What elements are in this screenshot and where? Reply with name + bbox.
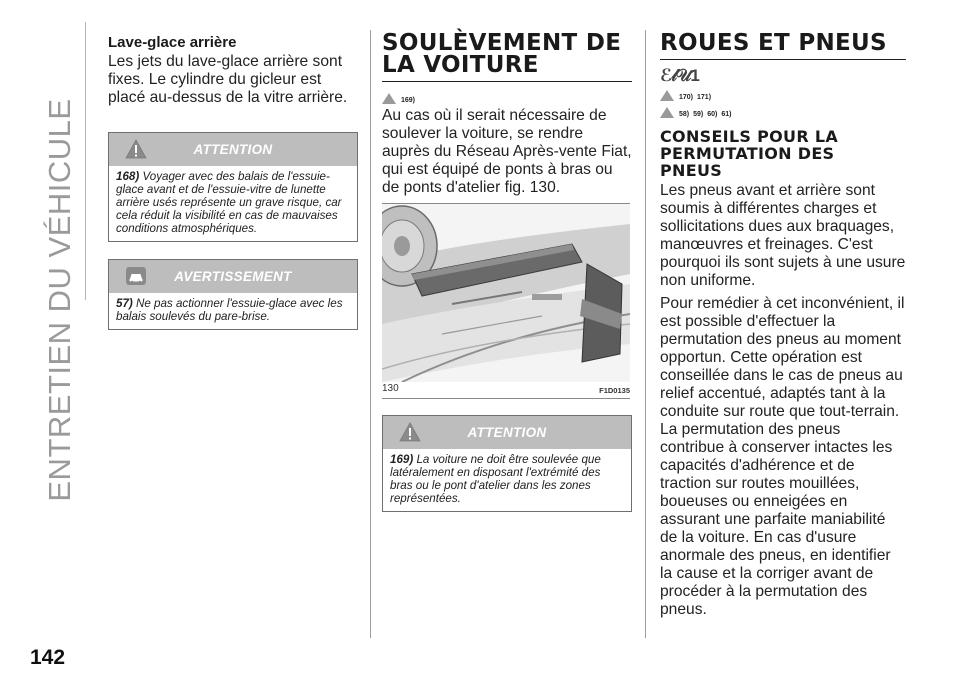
ref-171: 171) — [697, 94, 712, 101]
attention-number: 169) — [390, 453, 414, 466]
soulevement-text: Au cas où il serait nécessaire de soulever la voiture, se rendre auprès du Réseau Après-vente Fiat, qui est équipé de ponts à bras ou de ponts d'atelier fig. 130. — [382, 107, 632, 196]
column-1 — [108, 32, 358, 330]
soulevement-paragraph — [382, 107, 632, 197]
ref-61: 61) — [721, 111, 732, 118]
lave-glace-paragraph — [108, 53, 358, 107]
ref-169: 169) — [401, 97, 416, 104]
chapter-side-title-text: ENTRETIEN DU VÉHICULE — [42, 98, 77, 502]
ref-60: 60) — [707, 111, 718, 118]
ref-170: 170) — [679, 94, 694, 101]
attention-text: La voiture ne doit être soulevée que latéralement en disposant l'extrémité des bras ou le pont d'atelier dans les zones représentées. — [390, 453, 601, 505]
warning-small-icon — [382, 93, 396, 104]
column-divider-2 — [645, 30, 646, 638]
tire-icon: ℰ𝓁𝒰1 — [660, 66, 699, 85]
subhead-lave-glace: Lave-glace arrière — [108, 34, 237, 51]
section-title-permutation — [660, 128, 906, 179]
car-warning-icon — [125, 266, 147, 286]
tire-icon-row — [660, 66, 906, 86]
column-divider-1 — [370, 30, 371, 638]
side-rule — [85, 22, 86, 300]
column-3 — [660, 32, 906, 619]
figure-caption — [382, 381, 630, 399]
section-title-roues: ROUES ET PNEUS — [660, 32, 906, 60]
attention-box-body — [383, 449, 631, 511]
permutation-paragraph-1: Les pneus avant et arrière sont soumis à différentes charges et sollicitations dues aux braquages, manœuvres et freinages. C'est pourquoi ils sont sujets à une usure non uniforme. — [660, 182, 906, 289]
attention-box-body — [109, 166, 357, 241]
ref-58: 58) — [679, 111, 690, 118]
car-lift-illustration — [382, 204, 630, 382]
attention-box-header — [109, 133, 357, 166]
attention-box-header — [383, 416, 631, 449]
permutation-body — [660, 182, 906, 619]
car-small-icon — [660, 107, 674, 118]
section-title-soulevement — [382, 32, 632, 82]
page-number: 142 — [30, 646, 66, 669]
avertissement-box-57 — [108, 259, 358, 330]
sec-title-line-1: CONSEILS POUR LA — [660, 127, 839, 146]
avertissement-box-body — [109, 293, 357, 329]
avertissement-box-header — [109, 260, 357, 293]
permutation-paragraph-2: Pour remédier à cet inconvénient, il est possible d'effectuer la permutation des pneus au moment opportun. Cette opération est conseillée dans le cas de pneus au relief accentué, adaptés tant à la conduite sur route que tout-terrain. La permutation des pneus contribue à conserver intactes les capacités d'adhérence et de traction sur routes mouillées, boueuses ou enneigées en assurant une parfaite maniabilité de la voiture. En cas d'usure anormale des pneus, en identifier la cause et la corriger avant de procéder à la permutation des pneus. — [660, 295, 905, 618]
avertissement-text: Ne pas actionner l'essuie-glace avec les balais soulevés du pare-brise. — [116, 297, 343, 323]
attention-label: ATTENTION — [193, 142, 273, 157]
lave-glace-text: Les jets du lave-glace arrière sont fixes. Le cylindre du gicleur est placé au-dessus de la vitre arrière. — [108, 53, 348, 106]
figure-130 — [382, 203, 630, 381]
attention-box-168 — [108, 132, 358, 242]
sec-title-line-2: PERMUTATION DES — [660, 144, 835, 163]
figure-code: F1D0135 — [599, 386, 630, 395]
warning-triangle-icon — [399, 422, 421, 442]
column-2 — [382, 32, 632, 512]
roues-refs-caution — [660, 104, 906, 118]
avertissement-label: AVERTISSEMENT — [174, 269, 292, 284]
section-title-line-1: SOULÈVEMENT DE — [382, 30, 622, 56]
sec-title-line-3: PNEUS — [660, 161, 723, 180]
soulevement-refs — [382, 90, 632, 104]
figure-number: 130 — [382, 383, 399, 394]
attention-number: 168) — [116, 170, 140, 183]
avertissement-number: 57) — [116, 297, 133, 310]
ref-59: 59) — [693, 111, 704, 118]
attention-box-169 — [382, 415, 632, 512]
roues-refs-warning — [660, 87, 906, 101]
attention-label: ATTENTION — [467, 425, 547, 440]
section-title-line-2: LA VOITURE — [382, 52, 539, 78]
attention-text: Voyager avec des balais de l'essuie-glace avant et de l'essuie-vitre de lunette arrière usés représente un grave risque, car cela réduit la visibilité en cas de mauvaises conditions atmosphériques. — [116, 170, 342, 235]
warning-small-icon — [660, 90, 674, 101]
warning-triangle-icon — [125, 139, 147, 159]
